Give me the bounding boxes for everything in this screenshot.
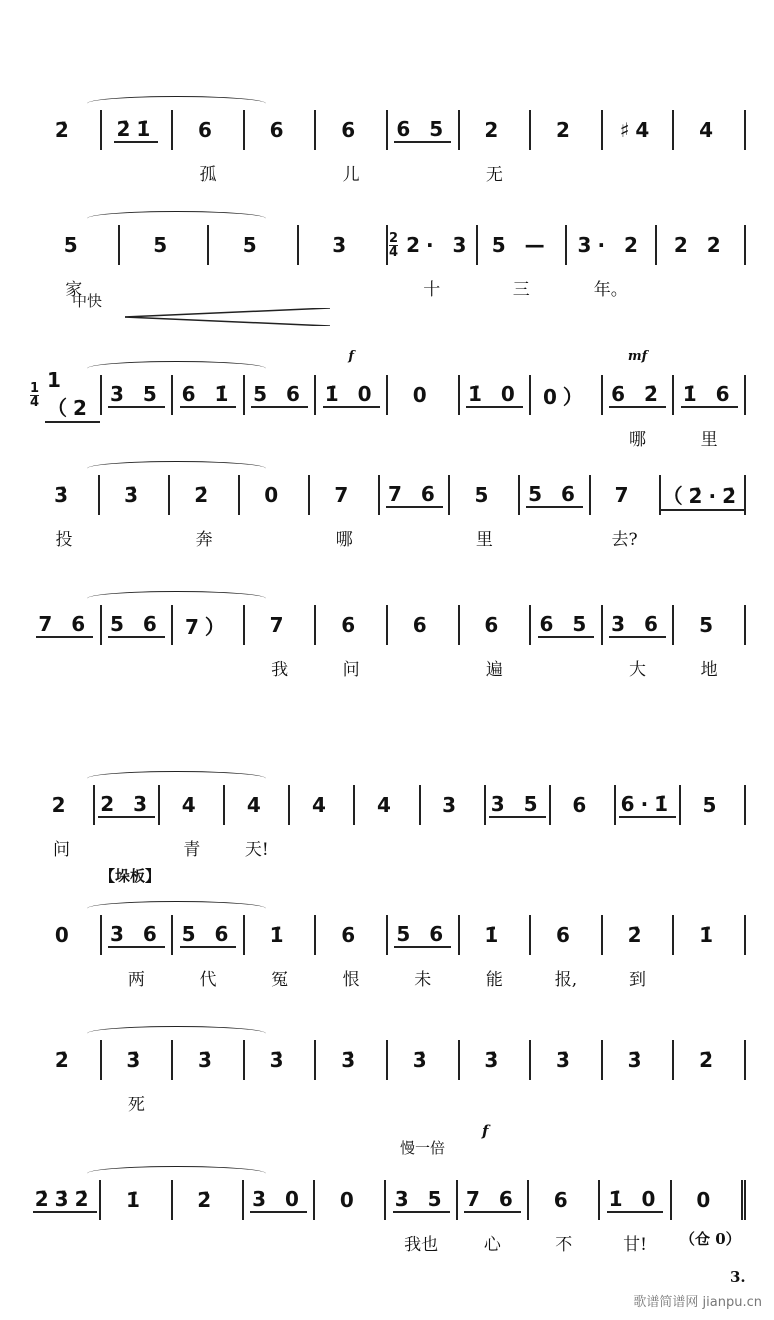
measure	[486, 785, 551, 825]
note-group: 5	[153, 233, 174, 257]
measure	[173, 1180, 244, 1220]
note-group: 4	[377, 793, 397, 817]
measure	[30, 110, 102, 150]
note-group: 0	[339, 1188, 360, 1212]
ending-note: （仓 0）	[680, 1230, 741, 1248]
lyric: 青	[183, 840, 201, 860]
note-group: 2̇	[54, 118, 75, 142]
score-system	[30, 745, 746, 860]
slur	[87, 211, 266, 226]
dynamic-mark: mf	[627, 349, 648, 364]
measure	[591, 475, 661, 550]
measure	[102, 915, 174, 990]
note-group: 3̇	[484, 1048, 505, 1072]
measure	[316, 349, 388, 415]
score-system	[30, 1000, 746, 1115]
lyric: 死	[127, 1095, 145, 1115]
time-signature-number: 4	[389, 244, 399, 260]
measure	[30, 225, 120, 300]
measure	[460, 1040, 532, 1080]
measure	[173, 110, 245, 185]
note-group: 2 2	[673, 233, 727, 257]
lyric: 两	[127, 970, 145, 990]
lyric: 哪	[335, 530, 353, 550]
score-system	[30, 435, 746, 550]
note-group: 3̇	[54, 483, 74, 507]
measure	[674, 375, 746, 450]
note-group: 6 2̇	[611, 382, 664, 406]
note-group: 1̇	[484, 923, 505, 947]
measure	[316, 1040, 388, 1080]
note-group: 1̇ 0	[467, 382, 521, 406]
measure	[315, 1180, 386, 1220]
lyric: 孤	[199, 165, 217, 185]
lyric: 我也	[404, 1235, 439, 1255]
measure	[672, 1180, 746, 1220]
note-group: 2	[51, 793, 72, 817]
measure	[681, 785, 746, 825]
note-group: 6 1̇	[181, 382, 235, 406]
note-group: 1（2	[45, 368, 100, 423]
measure	[478, 225, 568, 300]
measure	[95, 785, 160, 825]
note-group: 2̇1̇	[116, 117, 157, 141]
measure	[388, 225, 478, 300]
page-number: 3.	[730, 1268, 746, 1286]
note-group: 3 6	[611, 612, 664, 636]
measure	[245, 605, 317, 680]
note-group: 6	[198, 118, 218, 142]
dynamic-f: f	[482, 1122, 489, 1140]
lyric: 天!	[244, 840, 269, 860]
note-group: 0	[54, 923, 75, 947]
measure	[674, 605, 746, 680]
measure	[531, 915, 603, 990]
measure	[316, 605, 388, 680]
lyric: 问	[342, 660, 360, 680]
time-signature-number: 4	[30, 394, 40, 410]
score-system	[30, 565, 746, 680]
measure	[30, 605, 102, 645]
slur	[87, 96, 266, 111]
measure	[30, 915, 102, 955]
measure	[30, 1040, 102, 1080]
staff-line	[30, 475, 746, 550]
measure	[531, 605, 603, 645]
note-group: ♯4	[619, 118, 656, 142]
note-group: 4	[699, 118, 720, 142]
lyric: 投	[55, 530, 73, 550]
measure	[173, 605, 245, 645]
note-group: 0	[264, 483, 285, 507]
measure	[209, 225, 299, 265]
measure	[30, 1180, 101, 1220]
note-group: 3· 2	[577, 233, 644, 257]
measure	[674, 110, 746, 150]
measure	[603, 1040, 675, 1080]
lyric: 十	[423, 280, 441, 300]
lyric: 冤	[271, 970, 289, 990]
measure	[674, 915, 746, 955]
lyric: 我	[271, 660, 289, 680]
measure	[603, 915, 675, 990]
note-group: 6	[269, 118, 290, 142]
measure	[460, 915, 532, 990]
note-group: 6	[341, 118, 362, 142]
measure	[316, 915, 388, 990]
note-group: 6	[555, 923, 576, 947]
measure	[380, 475, 450, 515]
lyric: 去?	[611, 530, 638, 550]
note-group: 6	[341, 613, 362, 637]
measure	[244, 1180, 315, 1220]
lyric: 甘!	[623, 1235, 647, 1255]
time-signature-number: 1	[30, 380, 40, 396]
lyric: 三	[512, 280, 530, 300]
lyric: 到	[629, 970, 647, 990]
note-group: 5	[242, 233, 263, 257]
note-group: 3̇	[341, 1048, 362, 1072]
lyric: 家	[65, 280, 83, 300]
note-group: 5 6	[396, 922, 450, 946]
note-group: 7	[269, 613, 290, 637]
measure	[102, 110, 174, 150]
measure	[531, 1040, 603, 1080]
banshi-label: 【垛板】	[100, 867, 161, 885]
note-group: 3̇	[198, 1048, 218, 1072]
note-group: 6	[484, 613, 505, 637]
note-group: 5	[474, 483, 495, 507]
note-group: 3 5	[490, 792, 544, 816]
lyric: 大	[629, 660, 647, 680]
note-group: 7	[614, 483, 635, 507]
lyric: 不	[555, 1235, 573, 1255]
watermark: 歌谱简谱网 jianpu.cn	[633, 1295, 762, 1310]
measure	[674, 1040, 746, 1080]
measure	[421, 785, 486, 825]
note-group: 2̇	[627, 923, 648, 947]
measure	[531, 375, 603, 415]
measure	[170, 475, 240, 550]
lyric: 代	[199, 970, 217, 990]
time-signature	[30, 382, 39, 409]
note-group: 6 5	[539, 612, 593, 636]
note-group: 5 6	[181, 922, 235, 946]
measure	[388, 915, 460, 990]
note-group: 2· 3	[406, 233, 473, 257]
note-group: 0	[696, 1188, 717, 1212]
staff-line	[30, 1040, 746, 1115]
measure	[388, 1040, 460, 1080]
note-group: 7）	[185, 614, 231, 639]
note-group: 1̇	[699, 923, 720, 947]
note-group: 0	[412, 383, 433, 407]
lyric: 未	[414, 970, 432, 990]
lyric: 心	[483, 1235, 501, 1255]
score-system	[30, 875, 746, 990]
measure	[603, 349, 675, 450]
note-group: 4	[311, 793, 332, 817]
slur	[87, 1026, 266, 1041]
measure	[551, 785, 616, 825]
note-group: 2̇3̇2̇	[34, 1187, 95, 1211]
note-group: 5	[699, 613, 720, 637]
measure	[245, 110, 317, 150]
lyric: 恨	[342, 970, 360, 990]
note-group: 2	[555, 118, 576, 142]
note-group: 4	[246, 793, 267, 817]
note-group: 3̇	[555, 1048, 576, 1072]
note-group: 7 6	[38, 612, 92, 636]
measure	[529, 1180, 600, 1255]
measure	[460, 110, 532, 185]
note-group: 2 3	[100, 792, 154, 816]
lyric: 里	[475, 530, 493, 550]
note-group: 6	[572, 793, 593, 817]
note-group: 5 6	[253, 382, 306, 406]
measure	[388, 605, 460, 645]
slur	[87, 771, 266, 786]
measure	[173, 375, 245, 415]
measure	[299, 225, 389, 265]
measure	[173, 915, 245, 990]
measure	[531, 110, 603, 150]
note-group: 3̇	[412, 1048, 433, 1072]
slur	[87, 361, 266, 376]
note-group: 6	[341, 923, 362, 947]
note-group: 3̇	[269, 1048, 290, 1072]
time-signature-number: 2	[389, 230, 399, 246]
score-system	[30, 1140, 746, 1255]
measure	[355, 785, 420, 825]
note-group: 2̇	[699, 1048, 720, 1072]
measure	[160, 785, 225, 860]
lyric: 年。	[593, 280, 628, 300]
note-group: 2̇	[197, 1188, 218, 1212]
lyric: 能	[485, 970, 503, 990]
measure	[102, 605, 174, 645]
measure	[245, 915, 317, 990]
measure	[661, 475, 746, 515]
measure	[657, 225, 747, 265]
lyric: 奔	[195, 530, 213, 550]
note-group: 3 5	[109, 382, 163, 406]
note-group: 3̇	[126, 1048, 147, 1072]
note-group: 6	[412, 613, 433, 637]
staff-line	[30, 225, 746, 300]
note-group: （2̇·2̇	[661, 480, 744, 511]
lyric: 报,	[554, 970, 578, 990]
lyric: 无	[485, 165, 503, 185]
measure	[600, 1180, 671, 1255]
note-group: 6 5	[396, 117, 450, 141]
measure	[310, 475, 380, 550]
note-group: 5 —	[491, 233, 551, 257]
measure	[460, 375, 532, 415]
score-system	[30, 185, 746, 300]
note-group: 1̇ 0	[608, 1187, 662, 1211]
measure	[102, 375, 174, 415]
measure	[616, 785, 681, 825]
note-group: 5	[702, 793, 723, 817]
measure	[100, 475, 170, 515]
note-group: 3̇	[627, 1048, 648, 1072]
measure	[101, 1180, 172, 1220]
staff-line	[30, 110, 746, 185]
note-group: 3̇	[124, 483, 145, 507]
dynamic-mark: f	[348, 349, 354, 364]
crescendo-hairpin	[125, 308, 330, 326]
note-group: 1̇	[125, 1188, 146, 1212]
measure	[173, 1040, 245, 1080]
measure	[603, 605, 675, 680]
measure	[458, 1180, 529, 1255]
note-group: 5 6	[109, 612, 163, 636]
measure	[386, 1180, 457, 1255]
note-group: 7 6	[466, 1187, 519, 1211]
staff-line	[30, 605, 746, 680]
note-group: 1̇	[269, 923, 290, 947]
note-group: 1̇ 6	[682, 382, 736, 406]
staff-line	[30, 349, 746, 450]
staff-line	[30, 915, 746, 990]
measure	[520, 475, 590, 515]
note-group: 1̇ 0	[324, 382, 378, 406]
slur	[87, 901, 266, 916]
time-signature	[389, 232, 398, 259]
measure	[120, 225, 210, 265]
measure	[460, 605, 532, 680]
note-group: 6·1̇	[620, 792, 675, 816]
note-group: 4	[181, 793, 202, 817]
note-group: 2	[484, 118, 505, 142]
tempo-marking-slow: 慢一倍	[400, 1139, 446, 1157]
measure	[30, 475, 100, 550]
note-group: 3	[442, 793, 463, 817]
score-system	[30, 70, 746, 185]
note-group: 7 6	[387, 482, 441, 506]
measure	[30, 367, 102, 420]
measure	[240, 475, 310, 515]
measure	[290, 785, 355, 825]
lyric: 问	[53, 840, 71, 860]
measure	[245, 1040, 317, 1080]
note-group: 2̇	[54, 1048, 75, 1072]
measure	[102, 1040, 174, 1115]
measure	[245, 375, 317, 415]
note-group: 6	[553, 1188, 574, 1212]
slur	[87, 461, 266, 476]
tempo-marking: 中快	[72, 292, 103, 310]
lyric: 里	[700, 430, 718, 450]
measure	[316, 110, 388, 185]
note-group: 3	[332, 233, 353, 257]
slur	[87, 1166, 266, 1181]
measure	[225, 785, 290, 860]
note-group: 5	[63, 233, 84, 257]
staff-line	[30, 785, 746, 860]
note-group: 5 6	[528, 482, 581, 506]
note-group: 3 6	[109, 922, 163, 946]
measure	[567, 225, 657, 300]
score-system	[30, 335, 746, 450]
note-group: 3 5	[394, 1187, 448, 1211]
measure	[388, 110, 460, 150]
note-group: 7	[334, 483, 355, 507]
measure	[450, 475, 520, 550]
measure	[603, 110, 675, 150]
measure	[30, 785, 95, 860]
lyric: 儿	[342, 165, 360, 185]
note-group: 0）	[542, 384, 589, 409]
note-group: 3 0	[252, 1187, 305, 1211]
lyric: 遍	[485, 660, 503, 680]
note-group: 2̇	[194, 483, 215, 507]
lyric: 哪	[629, 430, 647, 450]
slur	[87, 591, 266, 606]
lyric: 地	[700, 660, 718, 680]
measure	[388, 375, 460, 415]
